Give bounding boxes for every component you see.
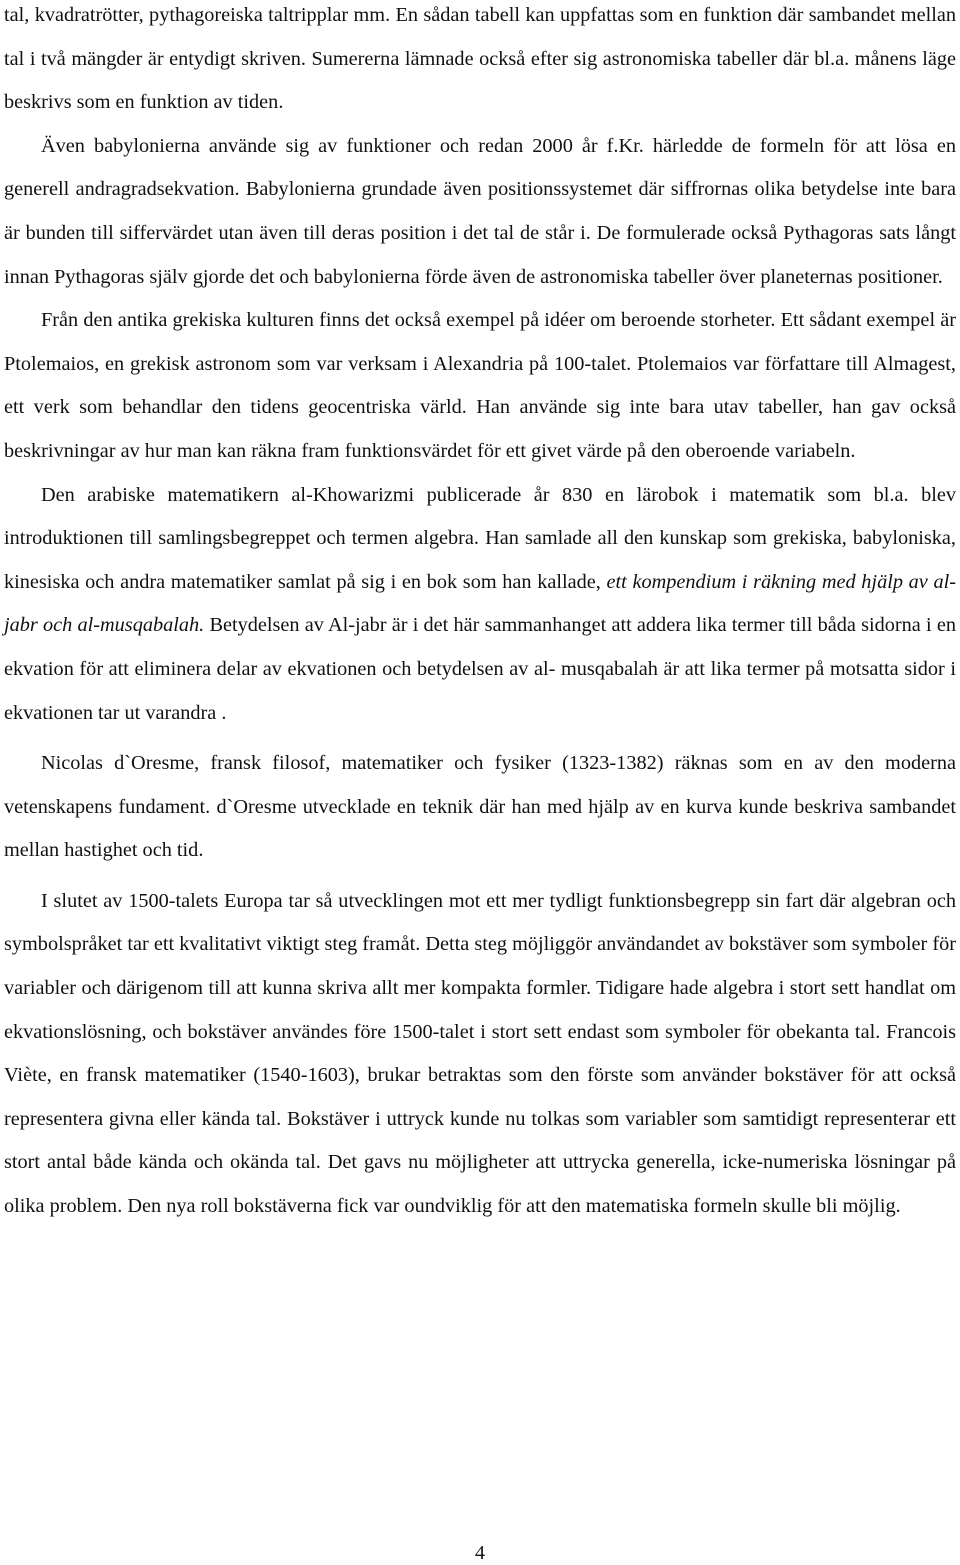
paragraph-al-khowarizmi: [4, 474, 956, 736]
al-khowarizmi-text-start: Den arabiske matematikern al-Khowarizmi publicerade år 830 en lärobok i matematik som bl.a. blev introduktionen till samlingsbegreppet och termen algebra. Han samlade all den kunskap som grekiska, babyloniska, kinesiska och andra matematiker samlat på sig i en bok som han kallade,: [4, 483, 956, 593]
paragraph-babylonians: Även babylonierna använde sig av funktioner och redan 2000 år f.Kr. härledde de formeln för att lösa en generell andragradsekvation. Babylonierna grundade även positionssystemet där siffrornas olika betydelse inte bara är bunden till siffervärdet utan även till deras position i det tal de står i. De formulerade också Pythagoras sats långt innan Pythagoras själv gjorde det och babylonierna förde även de astronomiska tabeller över planeternas positioner.: [4, 134, 956, 288]
page-number: 4: [474, 1542, 486, 1564]
book-title-italic: ett kompendium i räkning med hjälp av al-jabr och al-musqabalah.: [4, 570, 956, 637]
paragraph-ptolemaios: Från den antika grekiska kulturen finns det också exempel på idéer om beroende storheter. Ett sådant exempel är Ptolemaios, en grekisk astronom som var verksam i Alexandria på 100-talet. Ptolemaios var författare till Almagest, ett verk som behandlar den tidens geocentriska värld. Han använde sig inte bara utav tabeller, han gav också beskrivningar av hur man kan räkna fram funktionsvärdet för ett givet värde på den oberoende variabeln.: [4, 309, 956, 462]
paragraph-viete: I slutet av 1500-talets Europa tar så utvecklingen mot ett mer tydligt funktionsbegrepp sin fart där algebran och symbolspråket tar ett kvalitativt viktigt steg framåt. Detta steg möjliggör användandet av bokstäver som symboler för variabler och därigenom till att kunna skriva allt mer kompakta formler. Tidigare hade algebra i stort sett handlat om ekvationslösning, och bokstäver användes före 1500-talet i stort sett endast som symboler för obekanta tal. Francois Viète, en fransk matematiker (1540-1603), brukar betraktas som den förste som använder bokstäver för att också representera givna eller kända tal. Bokstäver i uttryck kunde nu tolkas som variabler som samtidigt representerar ett stort antal både kända och okända tal. Det gavs nu möjligheter att uttrycka generella, icke-numeriska lösningar på olika problem. Den nya roll bokstäverna fick var oundviklig för att den matematiska formeln skulle bli möjlig.: [4, 889, 956, 1218]
paragraph-tables: tal, kvadratrötter, pythagoreiska taltripplar mm. En sådan tabell kan uppfattas som en funktion där sambandet mellan tal i två mängder är entydigt skriven. Sumererna lämnade också efter sig astronomiska tabeller där bl.a. månens läge beskrivs som en funktion av tiden.: [4, 4, 956, 114]
paragraph-oresme: Nicolas d`Oresme, fransk filosof, matematiker och fysiker (1323-1382) räknas som en av den moderna vetenskapens fundament. d`Oresme utvecklade en teknik där han med hjälp av en kurva kunde beskriva sambandet mellan hastighet och tid.: [4, 752, 956, 862]
al-khowarizmi-text-end: Betydelsen av Al-jabr är i det här sammanhanget att addera lika termer till båda sidorna i en ekvation för att eliminera delar av ekvationen och betydelsen av al- musqabalah är att lika termer på motsatta sidor i ekvationen tar ut varandra .: [4, 614, 956, 724]
body-text: [4, 0, 956, 1229]
